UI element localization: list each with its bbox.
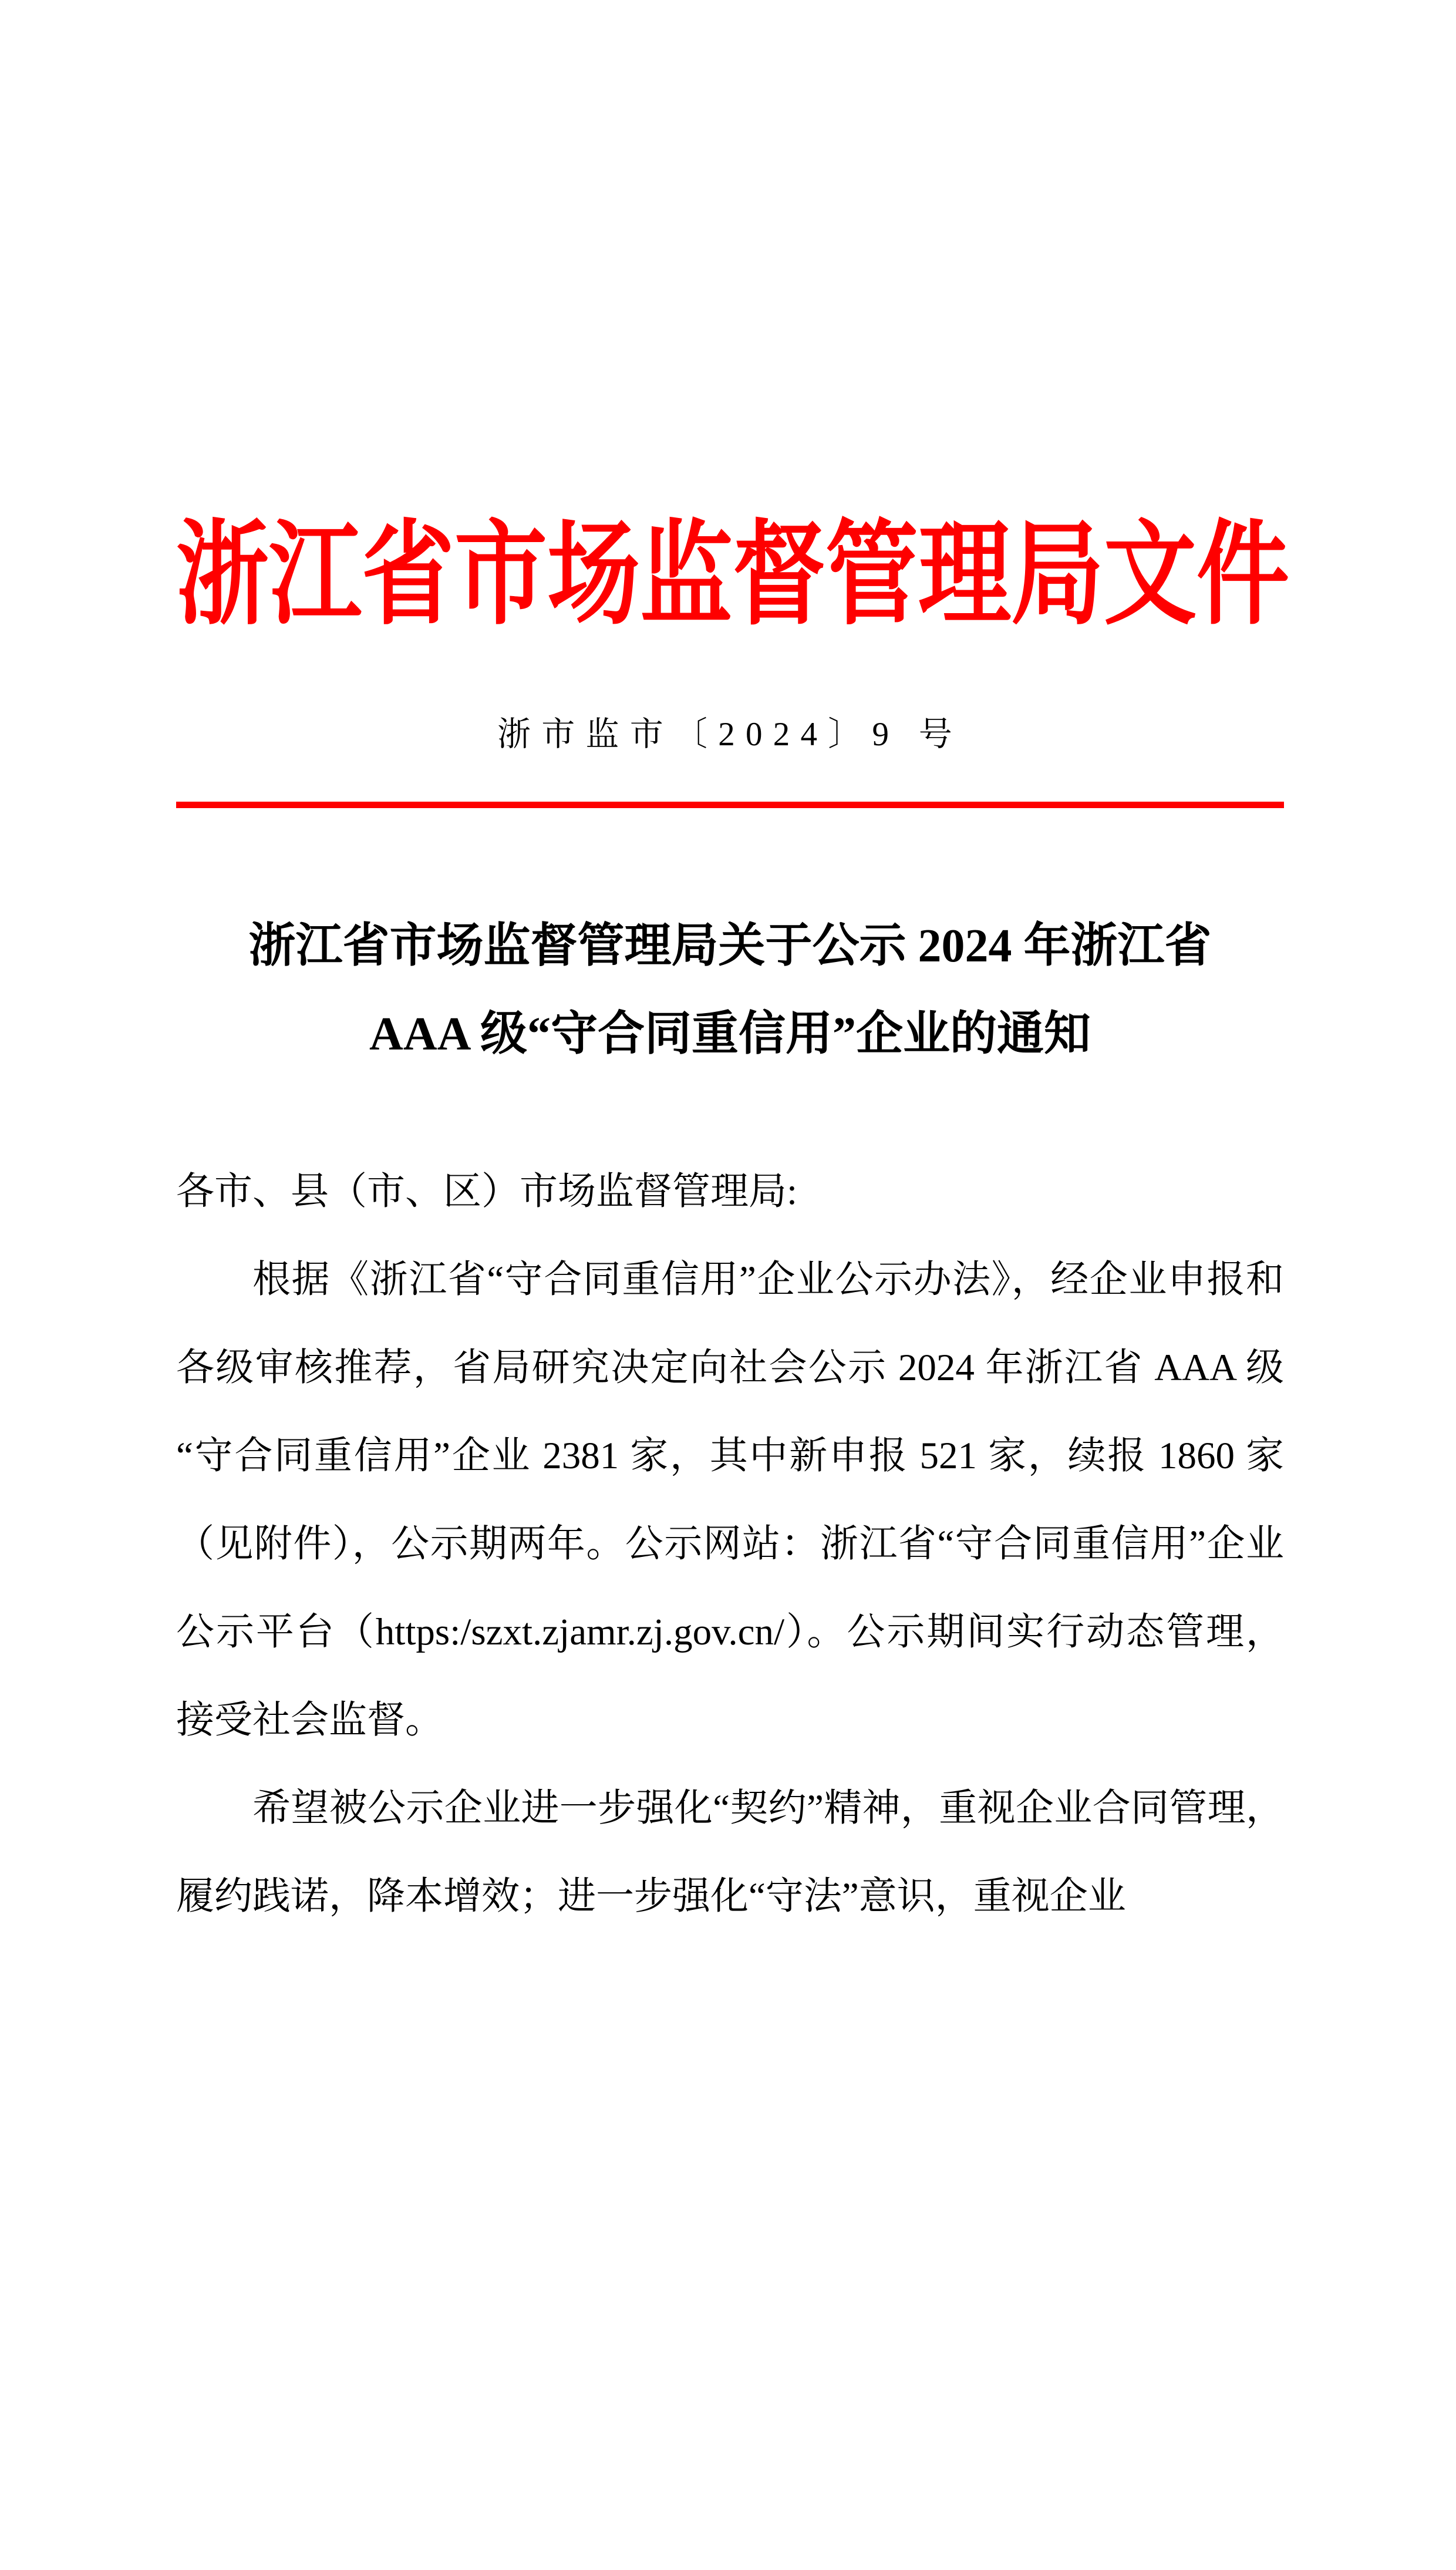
salutation-line: 各市、县（市、区）市场监督管理局: (176, 1170, 798, 1213)
document-page (0, 510, 1456, 2570)
notice-body (176, 1148, 1284, 1940)
notice-title (176, 902, 1284, 1078)
document-reference-number: 浙市监市〔2024〕9 号 (497, 716, 963, 753)
notice-title-line-1: 浙江省市场监督管理局关于公示 2024 年浙江省 (248, 920, 1212, 972)
agency-masthead-title: 浙江省市场监督管理局文件 (176, 513, 1289, 639)
notice-title-line-2: AAA 级“守合同重信用”企业的通知 (369, 1008, 1091, 1060)
masthead-divider-rule (176, 802, 1284, 808)
body-paragraph: 希望被公示企业进一步强化“契约”精神，重视企业合同管理，履约践诺，降本增效；进一步强化“守法”意识，重视企业 (176, 1787, 1284, 1918)
body-paragraph: 根据《浙江省“守合同重信用”企业公示办法》，经企业申报和各级审核推荐，省局研究决定向社会公示 2024 年浙江省 AAA 级“守合同重信用”企业 2381 家，其中新申报 521 家，续报 1860 家（见附件），公示期两年。公示网站：浙江省“守合同重信用”企业公示平台（https:/szxt.zjamr.zj.gov.cn/）。公示期间实行动态管理，接受社会监督。 (176, 1259, 1284, 1741)
